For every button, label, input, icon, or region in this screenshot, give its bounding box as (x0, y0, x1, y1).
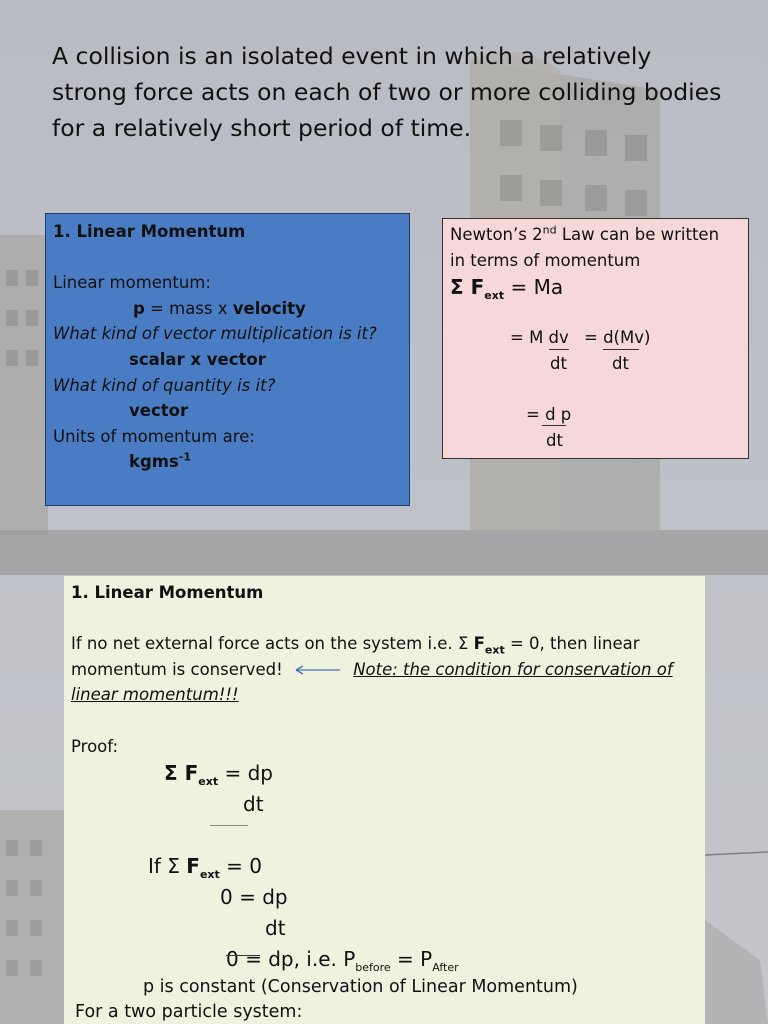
eq1-sum-f: Σ F (450, 275, 485, 300)
condition-line-1 (71, 631, 698, 657)
conservation-of-momentum-box (64, 576, 705, 1024)
proof-eq2 (148, 854, 262, 880)
law-text-a: Newton’s 2 (450, 225, 543, 244)
proof-eq4-after: After (432, 961, 459, 974)
answer-quantity: vector (129, 401, 189, 421)
condition-ext: ext (484, 643, 505, 657)
proof-eq1 (164, 761, 273, 787)
linear-momentum-definition-box (45, 213, 410, 506)
force-equation (450, 275, 741, 301)
answer-multiplication: scalar x vector (129, 349, 266, 369)
proof-eq2-rhs: = 0 (219, 854, 262, 878)
proof-label: Proof: (71, 736, 119, 756)
eq3-fraction-bar (542, 425, 566, 426)
condition-text-a: If no net external force acts on the system i.e. Σ (71, 634, 474, 654)
left-arrow-icon (292, 664, 342, 676)
proof-eq1-fraction-bar (210, 825, 248, 826)
proof-eq3-denominator: dt (265, 916, 286, 940)
eq3-numerator: = d p (526, 405, 572, 424)
law-line-2: in terms of momentum (450, 250, 641, 270)
question-multiplication: What kind of vector multiplication is it? (53, 324, 377, 344)
proof-eq2-if: If Σ (148, 854, 187, 878)
constant-statement: p is constant (Conservation of Linear Momentum) (143, 977, 578, 997)
eq2-denominator-1: dt (550, 354, 567, 373)
units-base: kgms (129, 452, 179, 472)
eq2-fraction-bar-1 (549, 349, 569, 350)
proof-eq4-text: 0 = dp, i.e. P (226, 947, 356, 971)
velocity-word: velocity (232, 298, 306, 318)
eq2-right: = d(Mv) (584, 328, 651, 347)
proof-eq1-ext: ext (198, 775, 219, 788)
condition-text-b: = 0, then linear (504, 634, 640, 654)
formula-middle: = mass x (144, 298, 233, 318)
proof-eq2-ext: ext (199, 868, 220, 881)
eq1-rhs: = Ma (504, 275, 564, 300)
proof-eq4-equals: = P (390, 947, 433, 971)
question-quantity: What kind of quantity is it? (53, 375, 276, 395)
law-line-1 (450, 222, 741, 248)
note-text-1: Note: the condition for conservation of (353, 659, 673, 679)
law-text-b: Law can be written (556, 225, 720, 244)
eq1-ext: ext (484, 289, 505, 303)
proof-eq3: 0 = dp (220, 885, 288, 909)
proof-eq1-denominator: dt (243, 792, 264, 816)
eq2-left: = M dv (510, 328, 569, 347)
two-particle-statement: For a two particle system: (75, 1002, 303, 1022)
condition-line-2 (71, 657, 698, 683)
proof-eq2-f: F (186, 854, 200, 878)
note-text-2: linear momentum!!! (71, 685, 239, 705)
box-heading: 1. Linear Momentum (53, 222, 246, 241)
law-ordinal: nd (542, 223, 557, 237)
proof-eq4-strike (226, 955, 260, 956)
condition-f: F (473, 634, 485, 654)
momentum-label: Linear momentum: (53, 273, 211, 293)
proof-eq1-rhs: = dp (218, 761, 273, 785)
momentum-formula (53, 296, 402, 322)
p-symbol: p (133, 298, 145, 318)
eq2-fraction-bar-2 (603, 349, 639, 350)
conserved-text: momentum is conserved! (71, 659, 283, 679)
eq3-denominator: dt (546, 431, 563, 450)
proof-eq1-sum-f: Σ F (164, 761, 199, 785)
proof-eq4 (226, 947, 459, 973)
units-value (53, 449, 402, 475)
eq2-denominator-2: dt (612, 354, 629, 373)
proof-eq4-before: before (355, 961, 391, 974)
slide-title: A collision is an isolated event in which a relatively strong force acts on each of two or more colliding bodies for a relatively short period of time. (52, 42, 722, 142)
units-exponent: -1 (178, 450, 192, 464)
newtons-second-law-box (442, 218, 749, 459)
units-label: Units of momentum are: (53, 426, 255, 446)
box-heading: 1. Linear Momentum (71, 583, 264, 602)
